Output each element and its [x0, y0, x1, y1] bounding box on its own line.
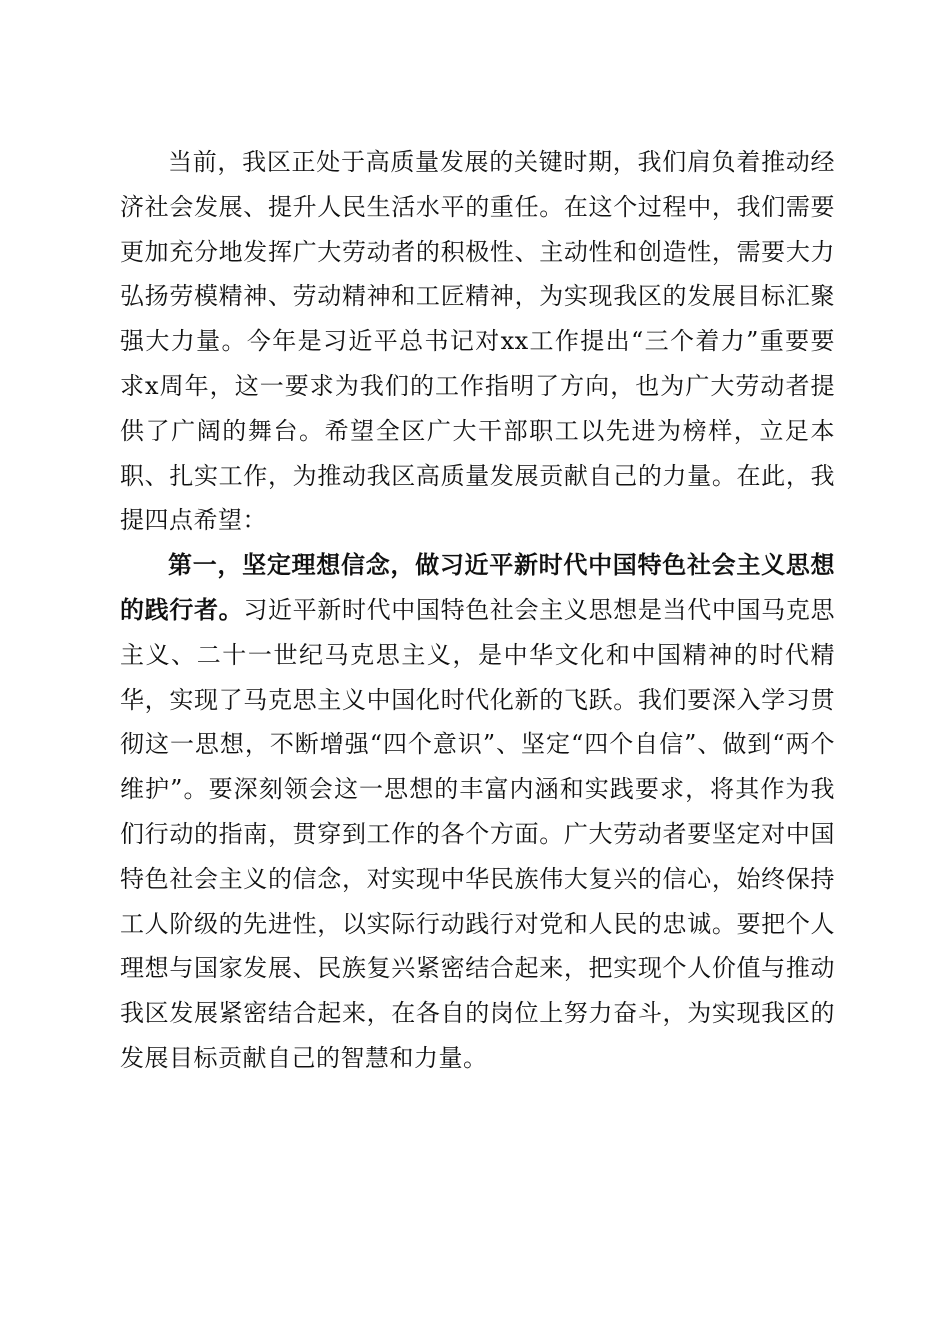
paragraph-intro	[120, 140, 835, 543]
paragraph-lead: 第一，坚定理想信念，做习近平新时代中国特色社会主义思想的践行者。	[120, 550, 835, 624]
paragraph-body: 当前，我区正处于高质量发展的关键时期，我们肩负着推动经济社会发展、提升人民生活水平的重任。在这个过程中，我们需要更加充分地发挥广大劳动者的积极性、主动性和创造性，需要大力弘扬劳模精神、劳动精神和工匠精神，为实现我区的发展目标汇聚强大力量。今年是习近平总书记对xx工作提出“三个着力”重要要求x周年，这一要求为我们的工作指明了方向，也为广大劳动者提供了广阔的舞台。希望全区广大干部职工以先进为榜样，立足本职、扎实工作，为推动我区高质量发展贡献自己的力量。在此，我提四点希望：	[120, 148, 835, 535]
body-text	[120, 140, 835, 1081]
paragraph-first-hope	[120, 543, 835, 1081]
paragraph-body: 习近平新时代中国特色社会主义思想是当代中国马克思主义、二十一世纪马克思主义，是中华文化和中国精神的时代精华，实现了马克思主义中国化时代化新的飞跃。我们要深入学习贯彻这一思想，不断增强“四个意识”、坚定“四个自信”、做到“两个维护”。要深刻领会这一思想的丰富内涵和实践要求，将其作为我们行动的指南，贯穿到工作的各个方面。广大劳动者要坚定对中国特色社会主义的信念，对实现中华民族伟大复兴的信心，始终保持工人阶级的先进性，以实际行动践行对党和人民的忠诚。要把个人理想与国家发展、民族复兴紧密结合起来，把实现个人价值与推动我区发展紧密结合起来，在各自的岗位上努力奋斗，为实现我区的发展目标贡献自己的智慧和力量。	[120, 595, 836, 1072]
